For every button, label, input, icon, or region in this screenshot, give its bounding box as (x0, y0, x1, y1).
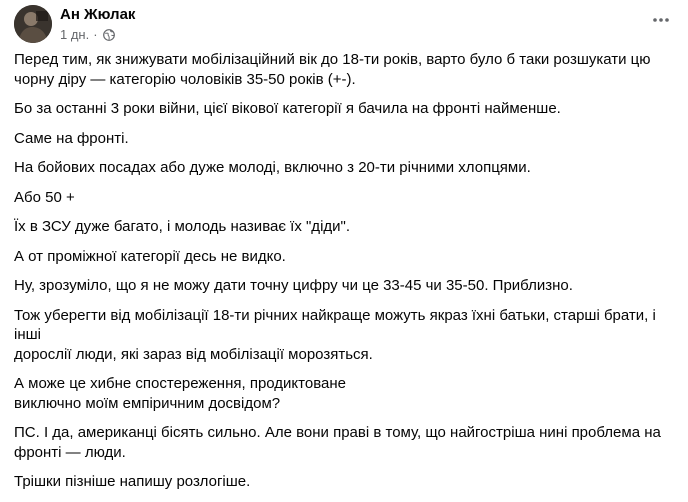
post-paragraph: Або 50 + (14, 188, 75, 206)
post-paragraph: Трішки пізніше напишу розлогіше. (14, 473, 251, 490)
post-paragraph: А може це хибне спостереження, продиктоване виключно моїм емпіричним досвідом? (14, 375, 346, 412)
post-paragraph: Їх в ЗСУ дуже багато, і молодь називає їх "діди". (14, 218, 351, 235)
avatar-photo (14, 5, 52, 43)
post-paragraph: А от проміжної категорії десь не видко. (14, 247, 286, 265)
post-timestamp[interactable]: 1 дн. (60, 27, 90, 42)
post-paragraph: Тож уберегти від мобілізації 18-ти річних найкраще можуть якраз їхні батьки, старші брати, і інші дорослії люди, які зараз від мобілізації морозяться. (14, 306, 656, 363)
post-paragraph: Бо за останні 3 роки війни, цієї вікової категорії я бачила на фронті найменше. (14, 100, 561, 117)
post-paragraph: ПС. І да, американці бісять сильно. Але вони праві в тому, що найгостріша нині проблема на фронті — люди. (14, 424, 661, 461)
post-meta (60, 27, 115, 42)
avatar[interactable] (14, 5, 52, 43)
post-paragraph: Ну, зрозуміло, що я не можу дати точну цифру чи це 33-45 чи 35-50. Приблизно. (14, 277, 573, 294)
more-horizontal-icon (652, 17, 670, 23)
more-options-button[interactable] (650, 9, 672, 31)
post-paragraph: На бойових посадах або дуже молоді, включно з 20-ти річними хлопцями. (14, 159, 531, 176)
globe-icon (103, 29, 115, 41)
post-header (14, 5, 674, 45)
post-paragraph: Перед тим, як знижувати мобілізаційний вік до 18-ти років, варто було б таки розшукати цю чорну діру — категорію чоловіків 35-50 років (+-). (14, 51, 651, 88)
author-name[interactable]: Ан Жюлак (60, 6, 136, 23)
post-paragraph: Саме на фронті. (14, 129, 129, 147)
post-body (14, 50, 674, 502)
meta-separator: · (93, 27, 98, 42)
